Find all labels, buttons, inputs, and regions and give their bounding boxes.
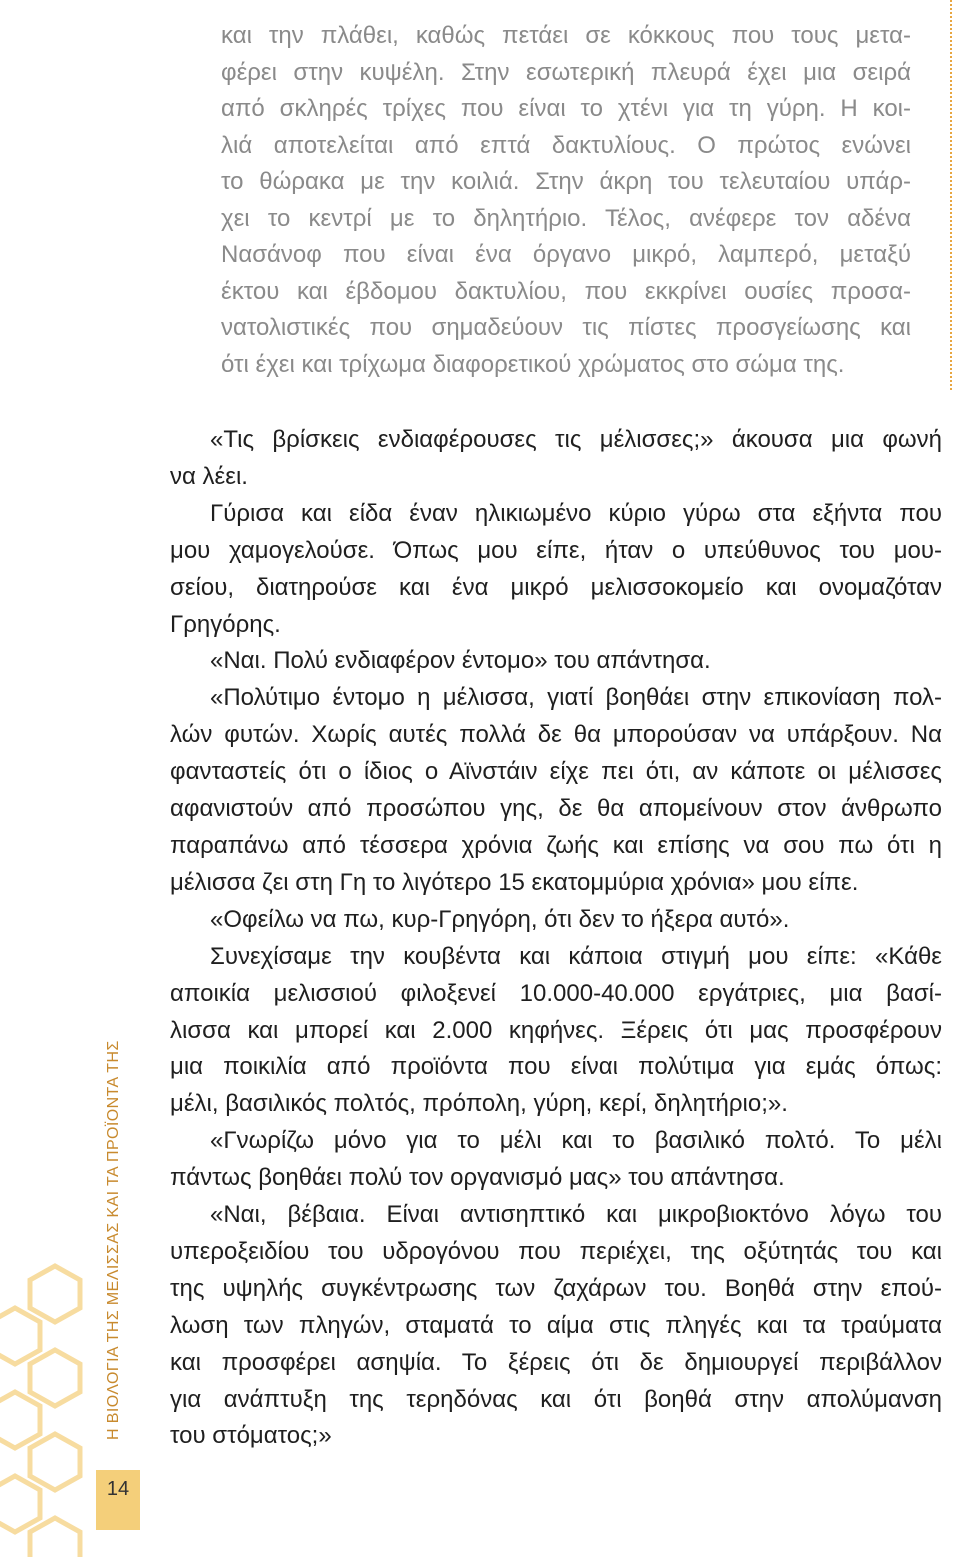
body-line: της υψηλής συγκέντρωσης των ζαχάρων του. Βοηθά στην επού- [170,1274,942,1302]
hexagon-shape [30,1434,80,1490]
body-line: Συνεχίσαμε την κουβέντα και κάποια στιγμή μου είπε: «Κάθε [210,942,942,970]
body-line: υπεροξειδίου του υδρογόνου που περιέχει, της οξύτητάς του και [170,1237,942,1265]
body-line: λωση των πληγών, σταματά το αίμα στις πληγές και τα τραύματα [170,1311,942,1339]
body-line: και προσφέρει ασηψία. Το ξέρεις ότι δε δημιουργεί περιβάλλον [170,1348,942,1376]
body-line: μέλι, βασιλικός πολτός, πρόπολη, γύρη, κερί, δηλητήριο;». [170,1090,788,1118]
body-line: αποικία μελισσιού φιλοξενεί 10.000-40.000 εργάτριες, μια βασί- [170,979,942,1007]
body-text [170,422,942,1455]
body-line: φανταστείς ότι ο ίδιος ο Αϊνστάιν είχε πει ότι, αν κάποτε οι μέλισσες [170,758,942,786]
hexagon-shape [30,1518,80,1557]
excerpt-box [221,18,911,383]
body-line: πάντως βοηθάει πολύ τον οργανισμό μας» του απάντησα. [170,1164,785,1192]
body-line: «Γνωρίζω μόνο για το μέλι και το βασιλικό πολτό. Το μέλι [210,1127,942,1155]
body-line: «Οφείλω να πω, κυρ-Γρηγόρη, ότι δεν το ήξερα αυτό». [210,905,790,933]
body-line: να λέει. [170,462,248,490]
body-line: μια ποικιλία από προϊόντα που είναι πολύτιμα για εμάς όπως: [170,1053,942,1081]
body-line: σείου, διατηρούσε και ένα μικρό μελισσοκομείο και ονομαζόταν [170,573,942,601]
excerpt-dotted-border [950,0,952,390]
body-line: Γύρισα και είδα έναν ηλικιωμένο κύριο γύρω στα εξήντα που [210,499,942,527]
body-line: του στόματος;» [170,1422,332,1450]
body-line: λών φυτών. Χωρίς αυτές πολλά δε θα μπορούσαν να υπάρξουν. Να [170,721,942,749]
running-title: Η ΒΙΟΛΟΓΙΑ ΤΗΣ ΜΕΛΙΣΣΑΣ ΚΑΙ ΤΑ ΠΡΟΪΟΝΤΑ ΤΗΣ [105,1040,122,1440]
hexagon-shape [0,1308,40,1364]
hexagon-shape [30,1350,80,1406]
honeycomb-decoration [0,1260,90,1557]
excerpt-line: ότι έχει και τρίχωμα διαφορετικού χρώματος στο σώμα της. [221,350,845,378]
body-line: λισσα και μπορεί και 2.000 κηφήνες. Ξέρεις ότι μας προσφέρουν [170,1016,942,1044]
body-line: «Ναι, βέβαια. Είναι αντισηπτικό και μικροβιοκτόνο λόγω του [210,1201,942,1229]
hexagon-shape [0,1476,40,1532]
body-line: «Τις βρίσκεις ενδιαφέρουσες τις μέλισσες;» άκουσα μια φωνή [210,426,942,453]
excerpt-line: χει το κεντρί με το δηλητήριο. Τέλος, ανέφερε τον αδένα [221,204,911,232]
body-line: μου χαμογελούσε. Όπως μου είπε, ήταν ο υπεύθυνος του μου- [170,536,942,564]
hexagon-shape [0,1392,40,1448]
body-line: αφανιστούν από προσώπου γης, δε θα απομείνουν στον άνθρωπο [170,795,942,823]
body-line: Γρηγόρης. [170,610,281,638]
excerpt-line: έκτου και έβδομου δακτυλίου, που εκκρίνει ουσίες προσα- [221,277,911,305]
body-line: για ανάπτυξη της τερηδόνας και ότι βοηθά στην απολύμανση [170,1385,942,1413]
hexagon-shape [30,1266,80,1322]
excerpt-line: φέρει στην κυψέλη. Στην εσωτερική πλευρά έχει μια σειρά [221,58,911,86]
excerpt-line: Νασάνοφ που είναι ένα όργανο μικρό, λαμπερό, μεταξύ [221,241,911,268]
excerpt-line: λιά αποτελείται από επτά δακτυλίους. Ο πρώτος ενώνει [221,131,911,159]
body-line: παραπάνω από τέσσερα χρόνια ζωής και επίσης να σου πω ότι η [170,831,942,859]
excerpt-line: και την πλάθει, καθώς πετάει σε κόκκους που τους μετα- [221,22,911,49]
body-line: μέλισσα ζει στη Γη το λιγότερο 15 εκατομμύρια χρόνια» μου είπε. [170,868,859,896]
excerpt-line: νατολιστικές που σημαδεύουν τις πίστες προσγείωσης και [221,314,911,341]
excerpt-line: από σκληρές τρίχες που είναι το χτένι για τη γύρη. Η κοι- [221,95,911,122]
body-line: «Πολύτιμο έντομο η μέλισσα, γιατί βοηθάει στην επικονίαση πολ- [210,684,942,712]
page-number: 14 [106,1478,130,1500]
body-line: «Ναι. Πολύ ενδιαφέρον έντομο» του απάντησα. [210,647,711,675]
excerpt-line: το θώρακα με την κοιλιά. Στην άκρη του τελευταίου υπάρ- [221,168,911,195]
